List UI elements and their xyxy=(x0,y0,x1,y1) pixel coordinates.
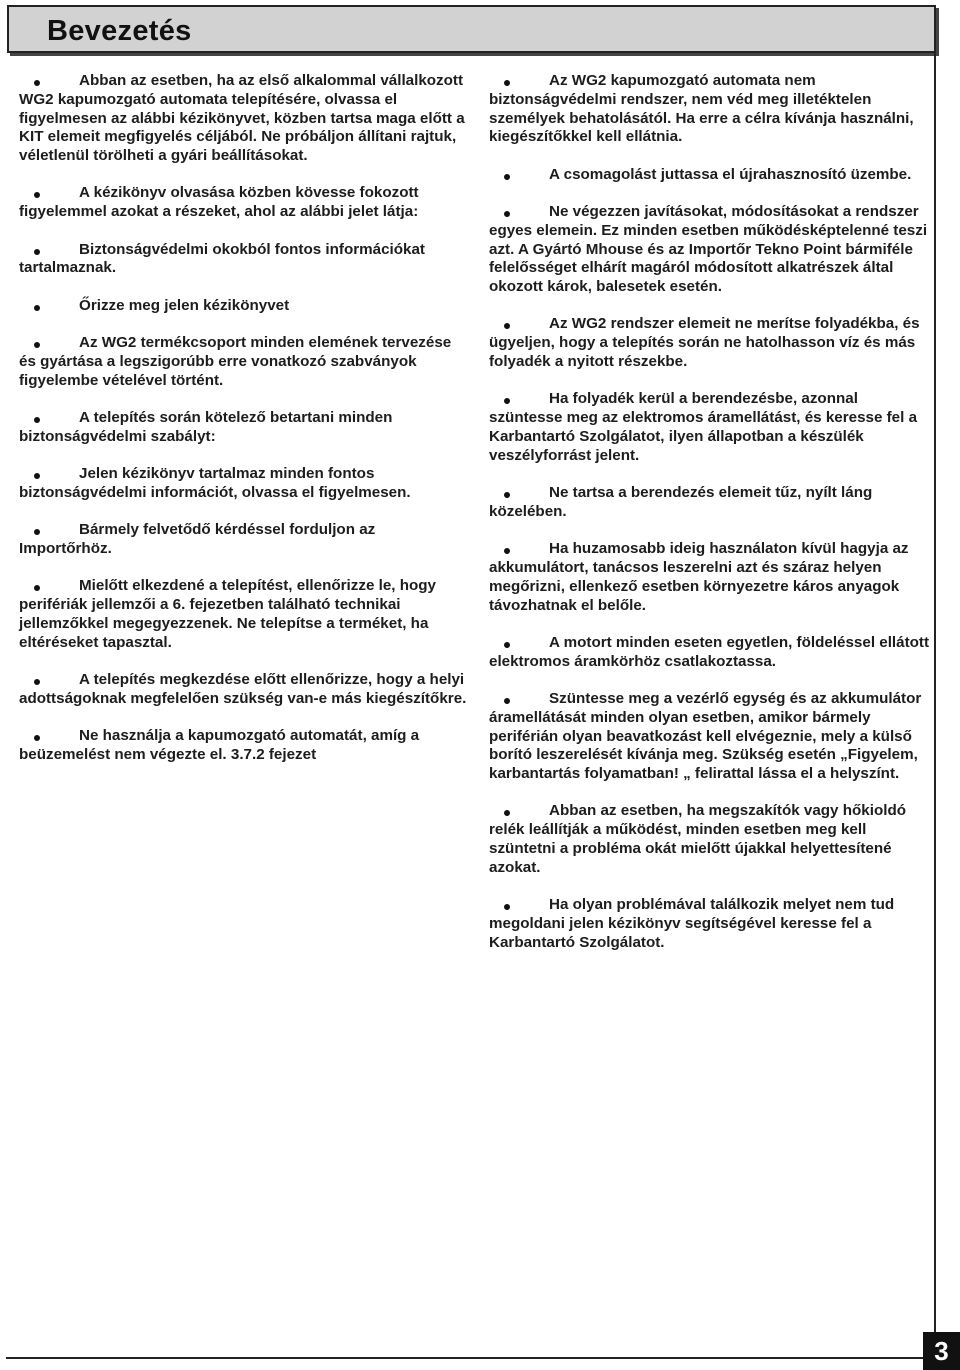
bullet-paragraph xyxy=(19,72,469,166)
bullet-icon xyxy=(34,305,40,311)
paragraph-text: A csomagolást juttassa el újrahasznosító üzembe. xyxy=(549,165,912,183)
paragraph-text: Abban az esetben, ha az első alkalommal vállalkozott WG2 kapumozgató automata telepítésére, olvassa el figyelmesen az alábbi kézikönyvet, közben tartsa maga előtt a KIT elemeit megfigyelés céljából. Ne próbáljon állítani rajtuk, véletlenül törölheti a gyári beállításokat. xyxy=(19,72,465,165)
bullet-icon xyxy=(504,323,510,329)
bullet-icon xyxy=(504,398,510,404)
bullet-paragraph xyxy=(19,334,469,390)
bullet-paragraph xyxy=(489,315,934,371)
bullet-paragraph xyxy=(19,409,469,447)
paragraph-text: A telepítés megkezdése előtt ellenőrizze, hogy a helyi adottságoknak megfelelően szükség van-e más kiegészítőkre. xyxy=(19,670,467,707)
bullet-paragraph xyxy=(19,241,469,279)
bullet-icon xyxy=(504,904,510,910)
paragraph-text: Az WG2 termékcsoport minden elemének tervezése és gyártása a legszigorúbb erre vonatkozó szabványok figyelembe vételével történt. xyxy=(19,333,452,389)
bullet-icon xyxy=(504,810,510,816)
bullet-paragraph xyxy=(489,72,934,147)
paragraph-text: Ne végezzen javításokat, módosításokat a rendszer egyes elemein. Ez minden esetben működésképtelenné teszi azt. A Gyártó Mhouse és az Importőr Tekno Point bármiféle felelősséget elhárít magáról módosított alkatrészek által okozott károk, balesetek esetén. xyxy=(489,202,928,296)
bullet-paragraph xyxy=(489,690,934,784)
paragraph-text: Az WG2 kapumozgató automata nem biztonságvédelmi rendszer, nem véd meg illetéktelen személyek behatolásától. Ha erre a célra kívánja használni, kiegészítőkkel kell ellátnia. xyxy=(489,72,914,146)
bullet-paragraph xyxy=(489,166,934,185)
bullet-icon xyxy=(34,585,40,591)
paragraph-text: Bármely felvetődő kérdéssel forduljon az Importőrhöz. xyxy=(19,521,376,557)
bullet-icon xyxy=(34,679,40,685)
bullet-paragraph xyxy=(489,896,934,952)
bullet-icon xyxy=(504,548,510,554)
bullet-paragraph xyxy=(19,671,469,709)
bullet-icon xyxy=(34,735,40,741)
bullet-paragraph xyxy=(489,634,934,672)
paragraph-text: Jelen kézikönyv tartalmaz minden fontos biztonságvédelmi információt, olvassa el figyelmesen. xyxy=(19,464,411,501)
paragraph-text: Őrizze meg jelen kézikönyvet xyxy=(79,296,290,314)
page-number xyxy=(923,1332,960,1370)
bullet-icon xyxy=(34,417,40,423)
left-column xyxy=(19,72,469,783)
paragraph-text: Ne tartsa a berendezés elemeit tűz, nyílt láng közelében. xyxy=(489,484,873,520)
bullet-icon xyxy=(504,174,510,180)
bullet-paragraph xyxy=(489,802,934,877)
paragraph-text: A motort minden eseten egyetlen, földeléssel ellátott elektromos áramkörhöz csatlakoztassa. xyxy=(489,633,930,670)
paragraph-text: Biztonságvédelmi okokból fontos információkat tartalmaznak. xyxy=(19,240,425,277)
bullet-paragraph xyxy=(19,577,469,652)
paragraph-text: Ha folyadék kerül a berendezésbe, azonnal szüntesse meg az elektromos áramellátást, és keresse fel a Karbantartó Szolgálatot, ilyen állapotban a készülék veszélyforrást jelent. xyxy=(489,390,918,464)
page-title: Bevezetés xyxy=(47,15,192,47)
bullet-icon xyxy=(34,342,40,348)
bullet-paragraph xyxy=(489,390,934,465)
bullet-icon xyxy=(34,249,40,255)
bullet-icon xyxy=(504,492,510,498)
bullet-paragraph xyxy=(489,203,934,297)
paragraph-text: A kézikönyv olvasása közben kövesse fokozott figyelemmel azokat a részeket, ahol az alábbi jelet látja: xyxy=(19,184,419,221)
bullet-icon xyxy=(504,80,510,86)
bullet-paragraph xyxy=(19,184,469,222)
paragraph-text: Mielőtt elkezdené a telepítést, ellenőrizze le, hogy perifériák jellemzői a 6. fejezetben található technikai jellemzőkkel megegyezzenek. Ne telepítse a terméket, ha eltéréseket tapasztal. xyxy=(19,577,437,651)
bullet-paragraph xyxy=(19,465,469,503)
bullet-paragraph xyxy=(489,484,934,522)
bullet-icon xyxy=(34,529,40,535)
paragraph-text: Ha huzamosabb ideig használaton kívül hagyja az akkumulátort, tanácsos leszerelni azt és száraz helyen megőrizni, ellenkező esetben környezetre káros anyagok távozhatnak el belőle. xyxy=(489,540,909,614)
bullet-icon xyxy=(34,80,40,86)
bullet-paragraph xyxy=(19,521,469,559)
bullet-icon xyxy=(34,192,40,198)
paragraph-text: Ne használja a kapumozgató automatát, amíg a beüzemelést nem végezte el. 3.7.2 fejezet xyxy=(19,726,420,763)
bullet-icon xyxy=(34,473,40,479)
paragraph-text: Ha olyan problémával találkozik melyet nem tud megoldani jelen kézikönyv segítségével keresse fel a Karbantartó Szolgálatot. xyxy=(489,896,895,951)
paragraph-text: Abban az esetben, ha megszakítók vagy hőkioldó relék leállítják a működést, minden esetben meg kell szüntetni a probléma okát mielőtt újakkal helyettesítené azokat. xyxy=(489,802,906,876)
bullet-icon xyxy=(504,698,510,704)
right-column xyxy=(489,72,934,971)
bullet-paragraph xyxy=(19,727,469,765)
bullet-paragraph xyxy=(489,540,934,615)
bullet-icon xyxy=(504,642,510,648)
paragraph-text: Az WG2 rendszer elemeit ne merítse folyadékba, és ügyeljen, hogy a telepítés során ne hatolhasson víz és más folyadék a nyitott részekbe. xyxy=(489,315,920,371)
paragraph-text: A telepítés során kötelező betartani minden biztonságvédelmi szabályt: xyxy=(19,408,393,445)
bullet-paragraph xyxy=(19,297,469,316)
page-number-label: 3 xyxy=(934,1335,949,1366)
paragraph-text: Szüntesse meg a vezérlő egység és az akkumulátor áramellátását minden olyan esetben, amikor bármely periférián olyan beavatkozást kell elvégeznie, mely a külső borító leszerelését kívánja meg. Szükség esetén „Figyelem, karbantartás folyamatban! „ felirattal lássa el a helyszínt. xyxy=(489,689,922,783)
bullet-icon xyxy=(504,211,510,217)
